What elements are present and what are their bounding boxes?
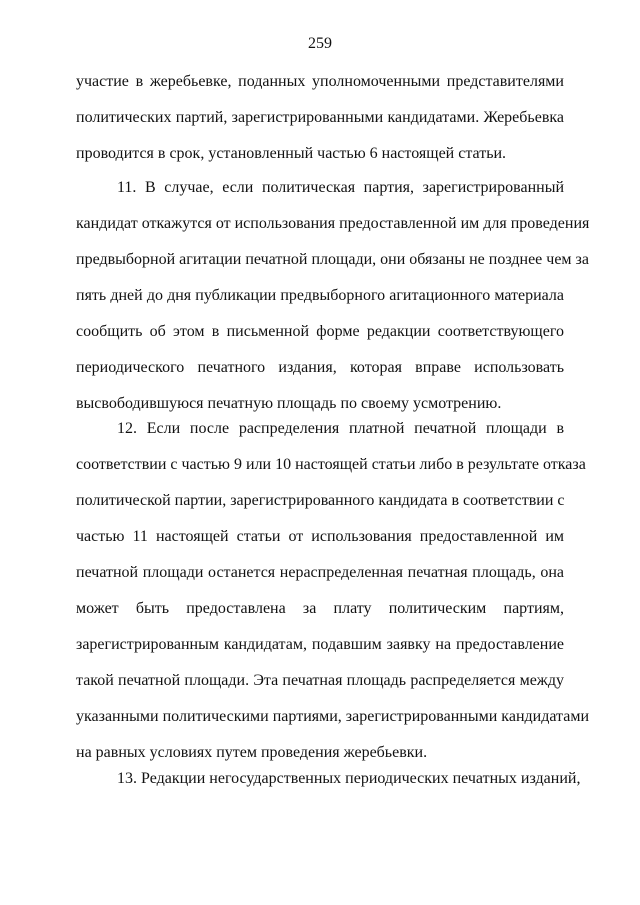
paragraph-1 <box>76 64 564 172</box>
paragraph-line: периодического печатного издания, которая вправе использовать <box>76 359 564 376</box>
paragraph-line: такой печатной площади. Эта печатная площадь распределяется между <box>76 672 564 689</box>
paragraph-13 <box>76 761 581 797</box>
paragraph-line: частью 11 настоящей статьи от использования предоставленной им <box>76 528 564 545</box>
paragraph-line: политических партий, зарегистрированными кандидатами. Жеребьевка <box>76 109 564 126</box>
paragraph-line: пять дней до дня публикации предвыборного агитационного материала <box>76 287 564 304</box>
paragraph-line: 12. Если после распределения платной печатной площади в <box>117 420 564 437</box>
paragraph-line: участие в жеребьевке, поданных уполномоченными представителями <box>76 73 564 90</box>
paragraph-line: на равных условиях путем проведения жеребьевки. <box>76 744 428 761</box>
paragraph-line: зарегистрированным кандидатам, подавшим заявку на предоставление <box>76 636 564 653</box>
paragraph-11 <box>76 170 590 422</box>
paragraph-line: 11. В случае, если политическая партия, зарегистрированный <box>117 179 564 196</box>
page-number: 259 <box>308 35 332 52</box>
paragraph-line: 13. Редакции негосударственных периодических печатных изданий, <box>117 770 581 787</box>
paragraph-line: может быть предоставлена за плату политическим партиям, <box>76 600 564 617</box>
paragraph-12 <box>76 411 590 771</box>
paragraph-line: сообщить об этом в письменной форме редакции соответствующего <box>76 323 564 340</box>
paragraph-line: проводится в срок, установленный частью 6 настоящей статьи. <box>76 145 507 162</box>
paragraph-line: политической партии, зарегистрированного кандидата в соответствии с <box>76 492 565 509</box>
paragraph-line: печатной площади останется нераспределенная печатная площадь, она <box>76 564 564 581</box>
paragraph-line: соответствии с частью 9 или 10 настоящей статьи либо в результате отказа <box>76 456 586 473</box>
paragraph-line: указанными политическими партиями, зарегистрированными кандидатами <box>76 708 590 725</box>
paragraph-line: предвыборной агитации печатной площади, они обязаны не позднее чем за <box>76 251 589 268</box>
paragraph-line: высвободившуюся печатную площадь по своему усмотрению. <box>76 395 502 412</box>
paragraph-line: кандидат откажутся от использования предоставленной им для проведения <box>76 215 590 232</box>
